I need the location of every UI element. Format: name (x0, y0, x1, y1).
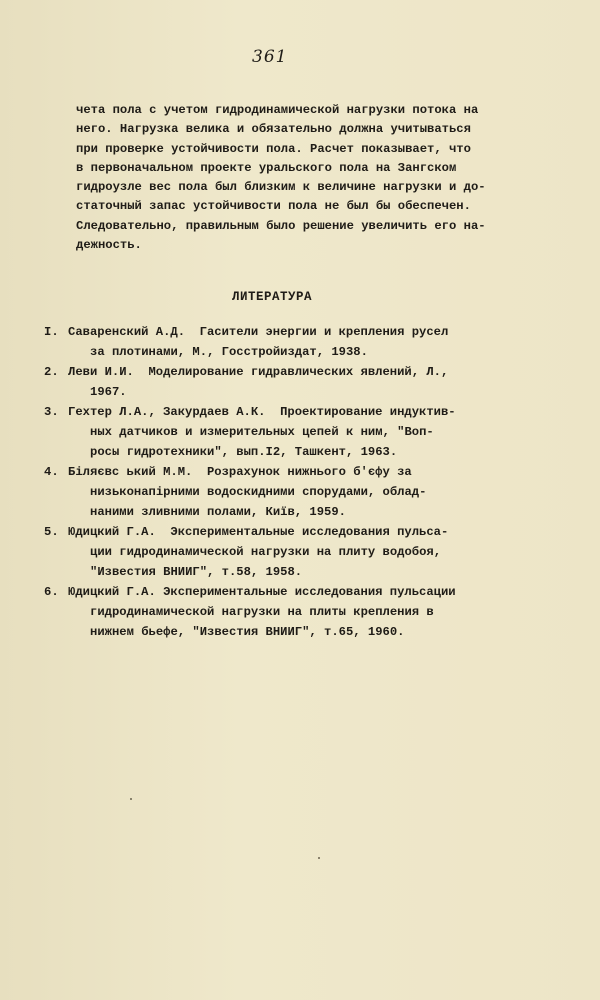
body-line: статочный запас устойчивости пола не был бы обеспечен. (76, 199, 471, 214)
body-paragraph (76, 101, 516, 255)
reference-number: 4. (44, 465, 59, 479)
reference-line: гидродинамической нагрузки на плиты крепления в (90, 605, 434, 619)
reference-line: Леви И.И. Моделирование гидравлических явлений, Л., (68, 365, 449, 379)
reference-item (44, 582, 564, 642)
reference-number: 3. (44, 405, 59, 419)
reference-line: ции гидродинамической нагрузки на плиту водобоя, (90, 545, 442, 559)
body-line: чета пола с учетом гидродинамической нагрузки потока на (76, 103, 479, 117)
reference-line: Юдицкий Г.А. Экспериментальные исследования пульсации (68, 585, 456, 599)
reference-line: низьконапірними водоскидними спорудами, облад- (90, 485, 427, 499)
body-line: при проверке устойчивости пола. Расчет показывает, что (76, 141, 471, 156)
body-line: Следовательно, правильным было решение увеличить его на- (76, 218, 486, 233)
reference-item (44, 402, 564, 462)
reference-line: Гехтер Л.А., Закурдаев А.К. Проектирование индуктив- (68, 405, 456, 419)
reference-line: ных датчиков и измерительных цепей к ним, "Воп- (90, 425, 434, 439)
body-line: дежность. (76, 238, 142, 253)
reference-list (44, 322, 564, 642)
paper-speck (130, 798, 132, 800)
body-line: него. Нагрузка велика и обязательно должна учитываться (76, 122, 471, 137)
reference-line: наними зливними полами, Київ, 1959. (90, 505, 346, 519)
body-line: гидроузле вес пола был близким к величине нагрузки и до- (76, 180, 486, 195)
reference-number: I. (44, 325, 59, 339)
reference-item (44, 522, 564, 582)
reference-number: 6. (44, 585, 59, 599)
page-number: 361 (252, 47, 288, 67)
reference-item (44, 322, 564, 362)
body-line: в первоначальном проекте уральского пола на Зангском (76, 160, 457, 175)
reference-line: Юдицкий Г.А. Экспериментальные исследования пульса- (68, 525, 449, 539)
reference-number: 5. (44, 525, 59, 539)
paper-speck (318, 857, 320, 859)
reference-line: 1967. (90, 385, 127, 399)
reference-number: 2. (44, 365, 59, 379)
reference-line: росы гидротехники", вып.I2, Ташкент, 1963. (90, 445, 398, 459)
reference-line: нижнем бьефе, "Известия ВНИИГ", т.65, 1960. (90, 625, 405, 639)
reference-item (44, 462, 564, 522)
reference-line: Саваренский А.Д. Гасители энергии и крепления русел (68, 325, 449, 339)
reference-line: "Известия ВНИИГ", т.58, 1958. (90, 565, 303, 579)
reference-line: за плотинами, М., Госстройиздат, 1938. (90, 345, 368, 359)
reference-line: Біляєвс ький М.М. Розрахунок нижнього б'єфу за (68, 465, 412, 479)
reference-item (44, 362, 564, 402)
section-heading: ЛИТЕРАТУРА (232, 290, 313, 304)
